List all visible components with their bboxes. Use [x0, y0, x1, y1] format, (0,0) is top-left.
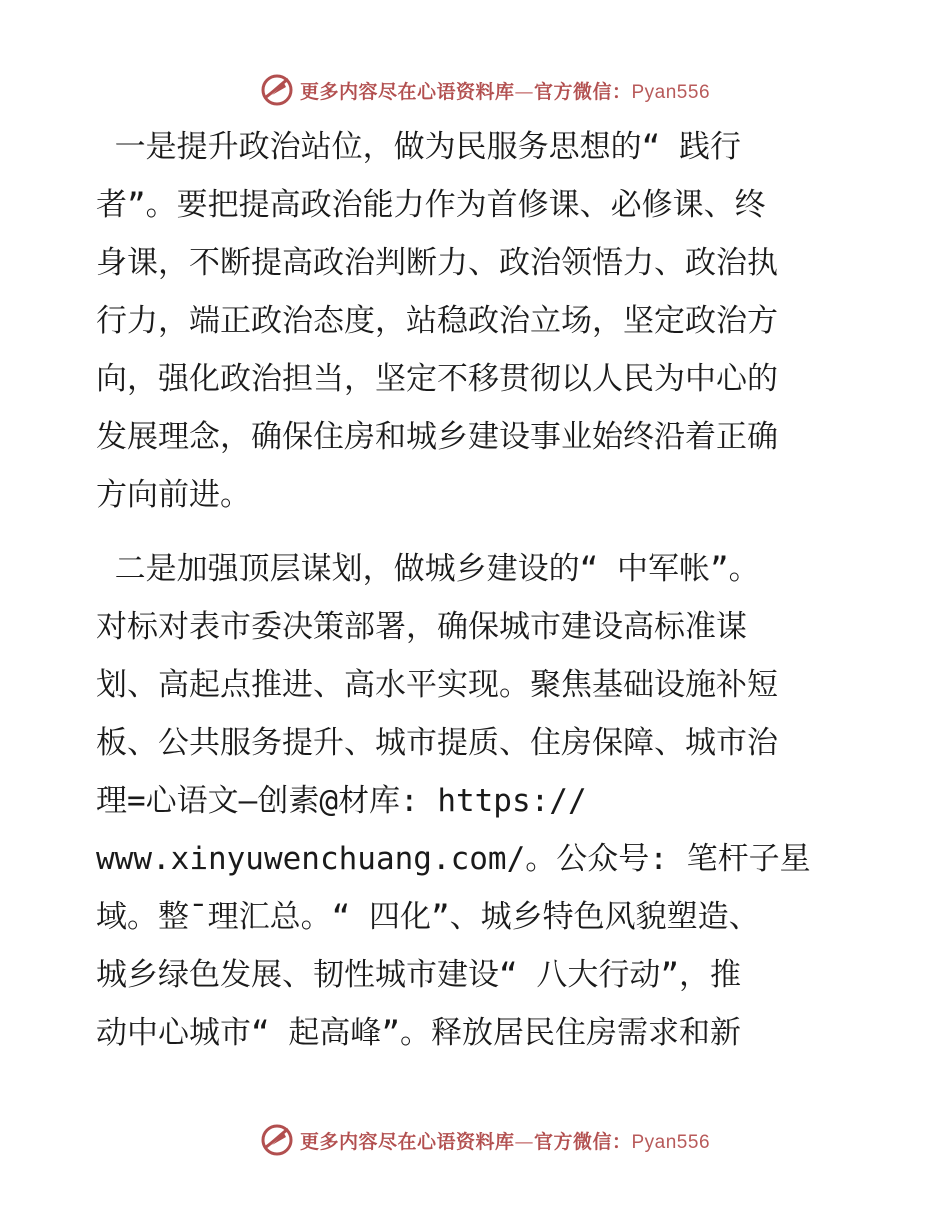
footer-label-text: 官方微信： [533, 1130, 632, 1153]
paragraph-1 [96, 118, 856, 524]
brand-logo-icon [260, 73, 294, 107]
paragraph-line: www.xinyuwenchuang.com/。公众号: 笔杆子星 [96, 841, 811, 877]
header-label-text: 官方微信： [533, 80, 632, 103]
header-banner-inner [260, 73, 710, 107]
paragraph-line: 动中心城市“ 起高峰”。释放居民住房需求和新 [96, 1015, 741, 1051]
paragraph-line: 发展理念，确保住房和城乡建设事业始终沿着正确 [96, 419, 778, 455]
brand-logo-icon [260, 1123, 294, 1157]
paragraph-line: 划、高起点推进、高水平实现。聚焦基础设施补短 [96, 667, 778, 703]
paragraph-line: 城乡绿色发展、韧性城市建设“ 八大行动”，推 [96, 957, 741, 993]
header-banner [0, 70, 950, 110]
paragraph-2 [96, 540, 856, 1062]
paragraph-line: 板、公共服务提升、城市提质、住房保障、城市治 [96, 725, 778, 761]
header-brand-text: 更多内容尽在心语资料库 [299, 80, 515, 103]
header-banner-text [300, 77, 710, 104]
paragraph-line: 行力，端正政治态度，站稳政治立场，坚定政治方 [96, 303, 778, 339]
document-body [96, 118, 856, 1062]
header-dash: — [514, 80, 534, 103]
paragraph-gap [96, 524, 856, 540]
paragraph-line: 理=心语文—创素@材库: https:// [96, 783, 587, 819]
paragraph-line: 域。整¯理汇总。“ 四化”、城乡特色风貌塑造、 [96, 899, 760, 935]
footer-banner [0, 1120, 950, 1160]
paragraph-line: 二是加强顶层谋划，做城乡建设的“ 中军帐”。 [96, 551, 760, 587]
paragraph-line: 向，强化政治担当，坚定不移贯彻以人民为中心的 [96, 361, 778, 397]
footer-brand-text: 更多内容尽在心语资料库 [299, 1130, 515, 1153]
paragraph-line: 方向前进。 [96, 477, 251, 513]
footer-banner-inner [260, 1123, 710, 1157]
paragraph-line: 者”。要把提高政治能力作为首修课、必修课、终 [96, 187, 766, 223]
header-wechat-id: Pyan556 [631, 81, 711, 103]
footer-dash: — [514, 1130, 534, 1153]
paragraph-line: 一是提升政治站位，做为民服务思想的“ 践行 [96, 129, 741, 165]
paragraph-line: 身课，不断提高政治判断力、政治领悟力、政治执 [96, 245, 778, 281]
paragraph-line: 对标对表市委决策部署，确保城市建设高标准谋 [96, 609, 747, 645]
footer-banner-text [300, 1127, 710, 1154]
footer-wechat-id: Pyan556 [631, 1131, 711, 1153]
